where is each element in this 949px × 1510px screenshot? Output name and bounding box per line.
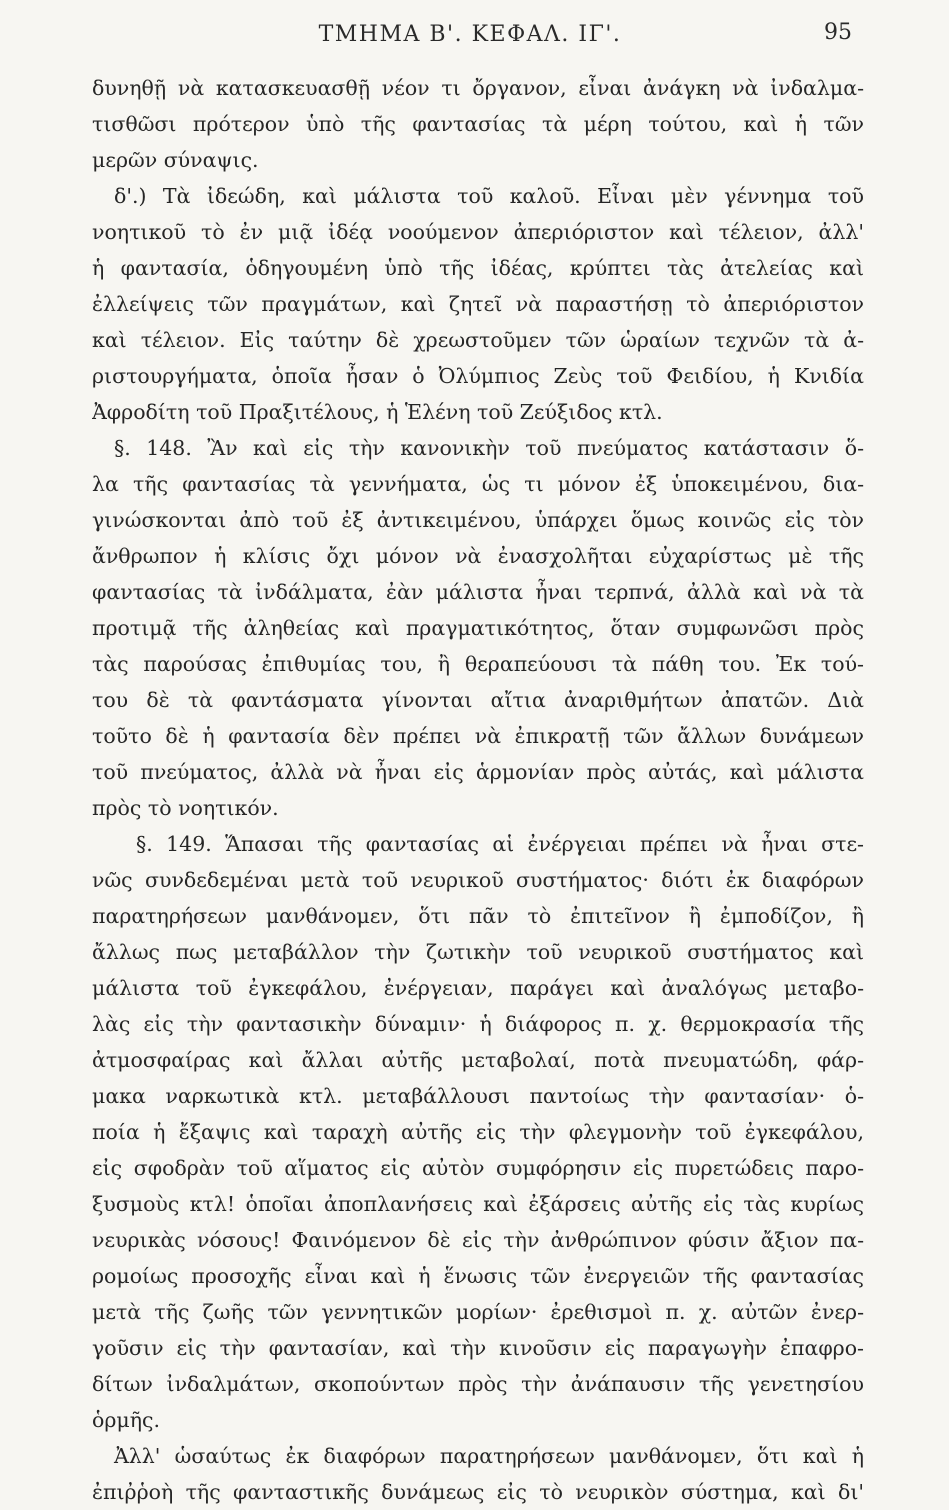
text-line: φαντασίας τὰ ἰνδάλματα, ἐὰν μάλιστα ἦναι τερπνά, ἀλλὰ καὶ νὰ τὰ — [92, 580, 864, 604]
text-line: δ'.) Τὰ ἰδεώδη, καὶ μάλιστα τοῦ καλοῦ. Εἶναι μὲν γέννημα τοῦ — [114, 184, 864, 208]
text-line: πρὸς τὸ νοητικόν. — [92, 796, 279, 820]
text-line: ὁρμῆς. — [92, 1408, 160, 1432]
running-head: ΤΜΗΜΑ Β'. ΚΕΦΑΛ. ΙΓ'. — [318, 22, 622, 47]
text-line: προτιμᾷ τῆς ἀληθείας καὶ πραγματικότητος, ὅταν συμφωνῶσι πρὸς — [92, 616, 864, 640]
text-line: μάλιστα τοῦ ἐγκεφάλου, ἐνέργειαν, παράγει καὶ ἀναλόγως μεταβο- — [92, 976, 864, 1000]
text-line: τισθῶσι πρότερον ὑπὸ τῆς φαντασίας τὰ μέρη τούτου, καὶ ἡ τῶν — [92, 112, 864, 136]
text-line: ἐπιῤῥοὴ τῆς φανταστικῆς δυνάμεως εἰς τὸ νευρικὸν σύστημα, καὶ δι' — [92, 1480, 864, 1504]
text-line: νευρικὰς νόσους! Φαινόμενον δὲ εἰς τὴν ἀνθρώπινον φύσιν ἄξιον πα- — [92, 1228, 864, 1252]
text-line: του δὲ τὰ φαντάσματα γίνονται αἴτια ἀναριθμήτων ἀπατῶν. Διὰ — [92, 688, 864, 712]
text-line: τοῦ πνεύματος, ἀλλὰ νὰ ἦναι εἰς ἁρμονίαν πρὸς αὐτάς, καὶ μάλιστα — [92, 760, 864, 784]
text-line: Ἀλλ' ὡσαύτως ἐκ διαφόρων παρατηρήσεων μανθάνομεν, ὅτι καὶ ἡ — [114, 1444, 864, 1468]
text-line: ἄνθρωπον ἡ κλίσις ὄχι μόνον νὰ ἐνασχολῆται εὐχαρίστως μὲ τῆς — [92, 544, 864, 568]
text-line: δυνηθῇ νὰ κατασκευασθῇ νέον τι ὄργανον, εἶναι ἀνάγκη νὰ ἰνδαλμα- — [92, 76, 864, 100]
text-line: τοῦτο δὲ ἡ φαντασία δὲν πρέπει νὰ ἐπικρατῇ τῶν ἄλλων δυνάμεων — [92, 724, 864, 748]
text-line: τὰς παρούσας ἐπιθυμίας του, ἢ θεραπεύουσι τὰ πάθη του. Ἐκ τού- — [92, 652, 864, 676]
text-line: νοητικοῦ τὸ ἐν μιᾷ ἰδέᾳ νοούμενον ἀπεριόριστον καὶ τέλειον, ἀλλ' — [92, 220, 864, 244]
text-line: ριστουργήματα, ὁποῖα ἦσαν ὁ Ὀλύμπιος Ζεὺς τοῦ Φειδίου, ἡ Κνιδία — [92, 364, 864, 388]
text-line: ἄλλως πως μεταβάλλον τὴν ζωτικὴν τοῦ νευρικοῦ συστήματος καὶ — [92, 940, 864, 964]
text-line: μερῶν σύναψις. — [92, 148, 259, 172]
text-line: ἐλλείψεις τῶν πραγμάτων, καὶ ζητεῖ νὰ παραστήσῃ τὸ ἀπεριόριστον — [92, 292, 864, 316]
text-line: νῶς συνδεδεμέναι μετὰ τοῦ νευρικοῦ συστήματος· διότι ἐκ διαφόρων — [92, 868, 864, 892]
text-line: Ἀφροδίτη τοῦ Πραξιτέλους, ἡ Ἑλένη τοῦ Ζεύξιδος κτλ. — [92, 400, 663, 424]
text-line: ποία ἡ ἔξαψις καὶ ταραχὴ αὐτῆς εἰς τὴν φλεγμονὴν τοῦ ἐγκεφάλου, — [92, 1120, 864, 1144]
text-line: μακα ναρκωτικὰ κτλ. μεταβάλλουσι παντοίως τὴν φαντασίαν· ὁ- — [92, 1084, 864, 1108]
text-line: ξυσμοὺς κτλ! ὁποῖαι ἀποπλανήσεις καὶ ἐξάρσεις αὐτῆς εἰς τὰς κυρίως — [92, 1192, 864, 1216]
text-line: ἀτμοσφαίρας καὶ ἄλλαι αὐτῆς μεταβολαί, ποτὰ πνευματώδη, φάρ- — [92, 1048, 864, 1072]
text-line: γοῦσιν εἰς τὴν φαντασίαν, καὶ τὴν κινοῦσιν εἰς παραγωγὴν ἐπαφρο- — [92, 1336, 864, 1360]
text-line: §. 149. Ἅπασαι τῆς φαντασίας αἱ ἐνέργειαι πρέπει νὰ ἦναι στε- — [136, 832, 864, 856]
text-line: καὶ τέλειον. Εἰς ταύτην δὲ χρεωστοῦμεν τῶν ὡραίων τεχνῶν τὰ ἀ- — [92, 328, 864, 352]
text-line: §. 148. Ἂν καὶ εἰς τὴν κανονικὴν τοῦ πνεύματος κατάστασιν ὅ- — [114, 436, 864, 460]
text-line: δίτων ἰνδαλμάτων, σκοπούντων πρὸς τὴν ἀνάπαυσιν τῆς γενετησίου — [92, 1372, 864, 1396]
page-number: 95 — [824, 20, 852, 45]
text-line: εἰς σφοδρὰν τοῦ αἵματος εἰς αὐτὸν συμφόρησιν εἰς πυρετώδεις παρο- — [92, 1156, 864, 1180]
text-line: μετὰ τῆς ζωῆς τῶν γεννητικῶν μορίων· ἐρεθισμοὶ π. χ. αὐτῶν ἐνερ- — [92, 1300, 864, 1324]
body-text — [92, 70, 864, 1510]
text-line: ρομοίως προσοχῆς εἶναι καὶ ἡ ἕνωσις τῶν ἐνεργειῶν τῆς φαντασίας — [92, 1264, 864, 1288]
text-line: λὰς εἰς τὴν φαντασικὴν δύναμιν· ἡ διάφορος π. χ. θερμοκρασία τῆς — [92, 1012, 864, 1036]
text-line: παρατηρήσεων μανθάνομεν, ὅτι πᾶν τὸ ἐπιτεῖνον ἢ ἐμποδίζον, ἢ — [92, 904, 864, 928]
text-line: ἡ φαντασία, ὁδηγουμένη ὑπὸ τῆς ἰδέας, κρύπτει τὰς ἀτελείας καὶ — [92, 256, 864, 280]
text-line: λα τῆς φαντασίας τὰ γεννήματα, ὡς τι μόνον ἐξ ὑποκειμένου, δια- — [92, 472, 864, 496]
text-line: γινώσκονται ἀπὸ τοῦ ἐξ ἀντικειμένου, ὑπάρχει ὅμως κοινῶς εἰς τὸν — [92, 508, 864, 532]
